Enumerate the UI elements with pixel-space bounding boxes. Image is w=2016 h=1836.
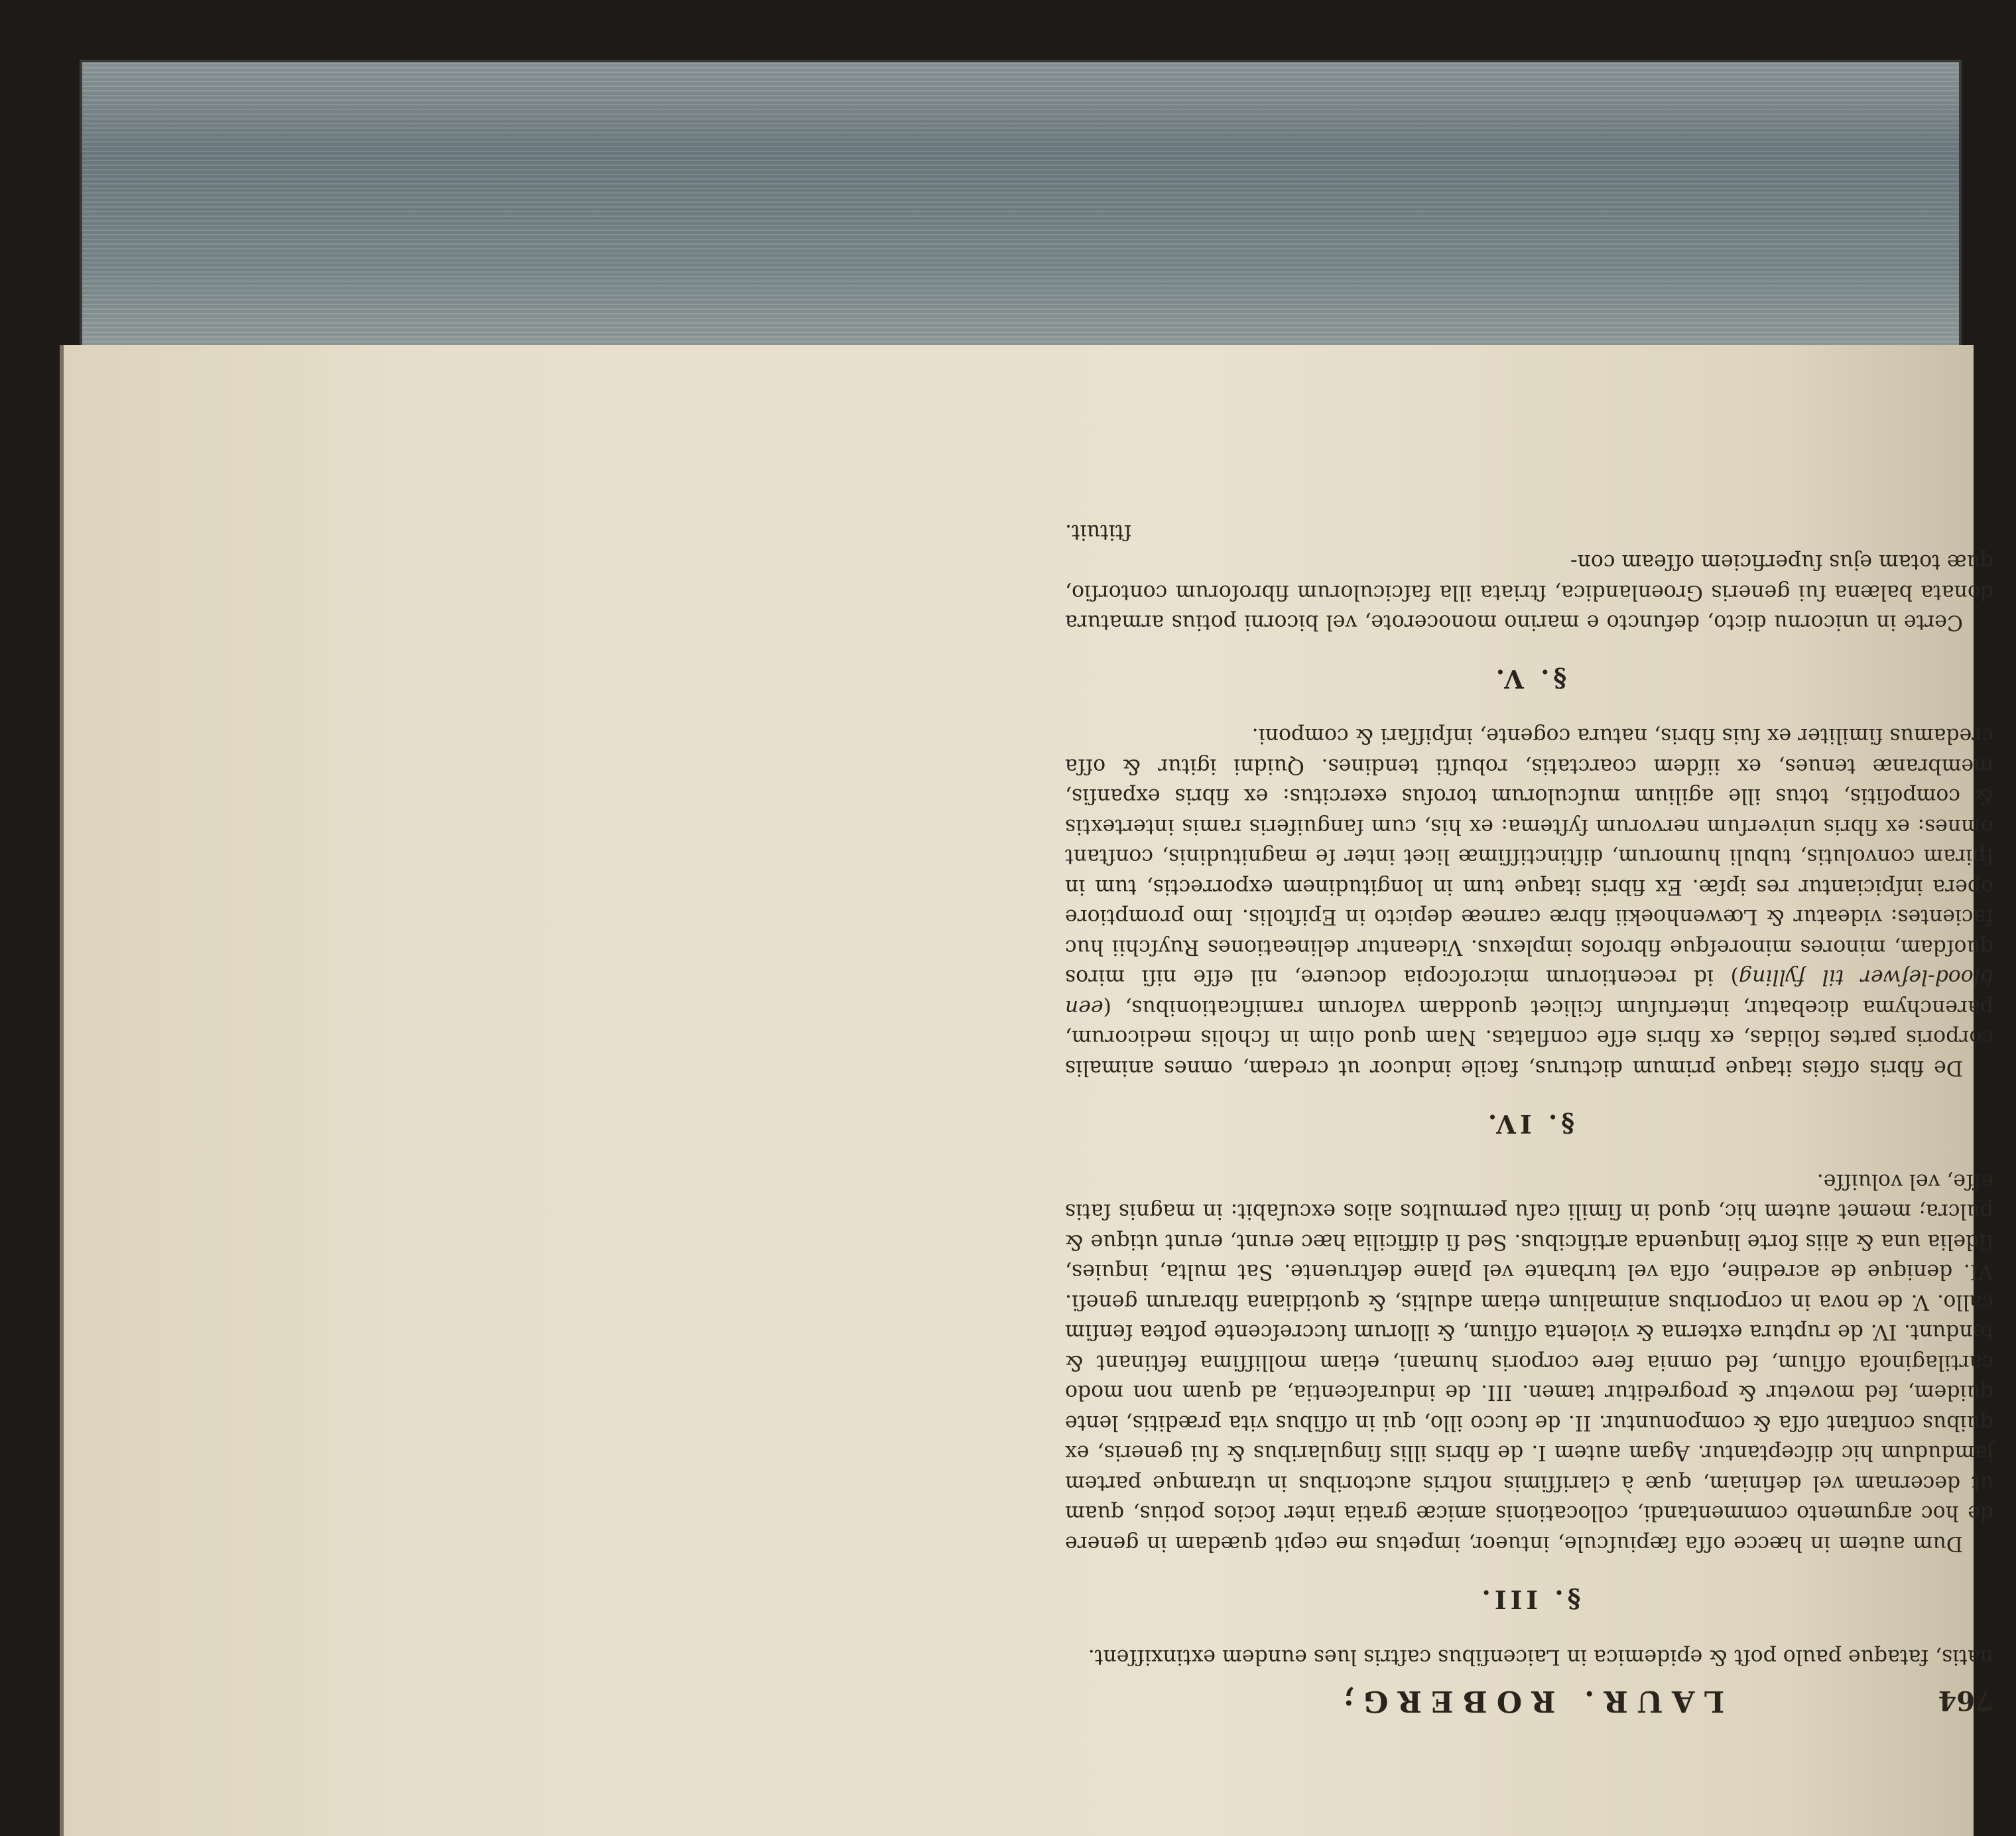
upside-down-text-block xyxy=(1065,418,1993,1718)
catchword: ſtituit. xyxy=(1065,520,1132,544)
section-heading-5: §. V. xyxy=(1491,664,1567,694)
running-head: LAUR. ROBERG; xyxy=(1334,1684,1725,1718)
paragraph-section-4-italic: een blood-leſwer til fylling xyxy=(1065,965,1993,1019)
section-heading-4: §. IV. xyxy=(1483,1109,1575,1140)
paragraph-section-5: Certe in unicornu dicto, defuncto e marino monocerote, vel bicorni potius armatura donata balæna ſui generis Groenlandica, ſtriata illa faſciculorum fibroſorum contorſio, quæ totam ejus ſuperficiem oſſeam con- xyxy=(1065,550,1993,635)
paragraph-section-3: Dum autem in hæcce oſſa ſæpiuſcule, intueor, impetus me cepit quædam in genere de hoc argumento commentandi, collocationis amicæ gratia inter ſocios potius, quam ut decernam vel definiam, quæ à clariſſimis noſtris auctoribus in utramque partem jamdudum hic diſceptantur. Agam autem I. de fibris illis ſingularibus & ſui generis, ex quibus conſtant oſſa & componuntur. II. de ſucco illo, qui in oſſibus vita præditis, lente quidem, ſed movetur & progreditur tamen. III. de induraſcentia, ad quam non modo cartilaginoſa oſſium, ſed omnia fere corporis humani, etiam molliſſima feſtinant & tendunt. IV. de ruptura externa & violenta oſſium, & illorum ſuccreſcente poſtea ſenſim callo. V. de nova in corporibus animalium etiam adultis, & quotidiana fibrarum geneſi. VI. denique de acredine, oſſa vel turbante vel plane deſtruente. Sat multa, inquies, ſidelia una & aliis forte linquenda artificibus. Sed ſi difficilia hæc erunt, erunt utique & pulcra; memet autem hic, quod in ſimili caſu permultos alios excuſabit: in magnis ſatis eſſe, vel voluiſſe. xyxy=(1065,1169,1993,1555)
book-page xyxy=(60,345,1993,1836)
book-page-edges xyxy=(80,60,1962,361)
paragraph-section-4-part1: De fibris oſſeis itaque primum dicturus, facile inducor ut credam, omnes animalis corporis partes ſolidas, ex fibris eſſe conflatas. Nam quod olim in ſcholis medicorum, parenchyma dicebatur, interfuſum ſcilicet quoddam vaſorum ramificationibus, ( xyxy=(1065,996,1993,1080)
page-number: 764 xyxy=(1938,1685,1993,1716)
paragraph-section-4-part2: ) id recentiorum microſcopia docuere, nil eſſe niſi miros quoſdam, minores minoreſque fibroſos implexus. Videantur delineationes Ruyſchii huc facientes: videatur & Lœwenhoekii fibræ carneæ depicto in Epiſtolis. Imo promptiore opera inſpiciantur res ipſæ. Ex fibris itaque tum in longitudinem exporrectis, tum in ſpiram convolutis, tubuli humorum, diſtinctiſſimæ licet inter ſe magnitudinis, conſtant omnes: ex fibris univerſum nervorum ſyſtema: ex his, cum ſanguiferis ramis intertextis & compoſitis, totus ille agilium muſculorum toroſus exercitus: ex fibris expanſis, membranæ tenues, ex iiſdem coarctatis, robuſti tendines. Quidni igitur & oſſa credamus ſimiliter ex ſuis fibris, natura cogente, inſpiſſari & componi. xyxy=(1065,724,1993,990)
paragraph-section-4 xyxy=(1065,720,1993,1082)
section-heading-3: §. III. xyxy=(1478,1585,1581,1615)
page-header xyxy=(1065,1672,1993,1718)
body-text xyxy=(1065,517,1993,1672)
page-edge-texture xyxy=(82,62,1959,361)
paragraph-continuation: natis, fataque paulo poſt & epidemica in Laicenſibus caſtris lues eundem extinxiſſent. xyxy=(1088,1645,1993,1669)
